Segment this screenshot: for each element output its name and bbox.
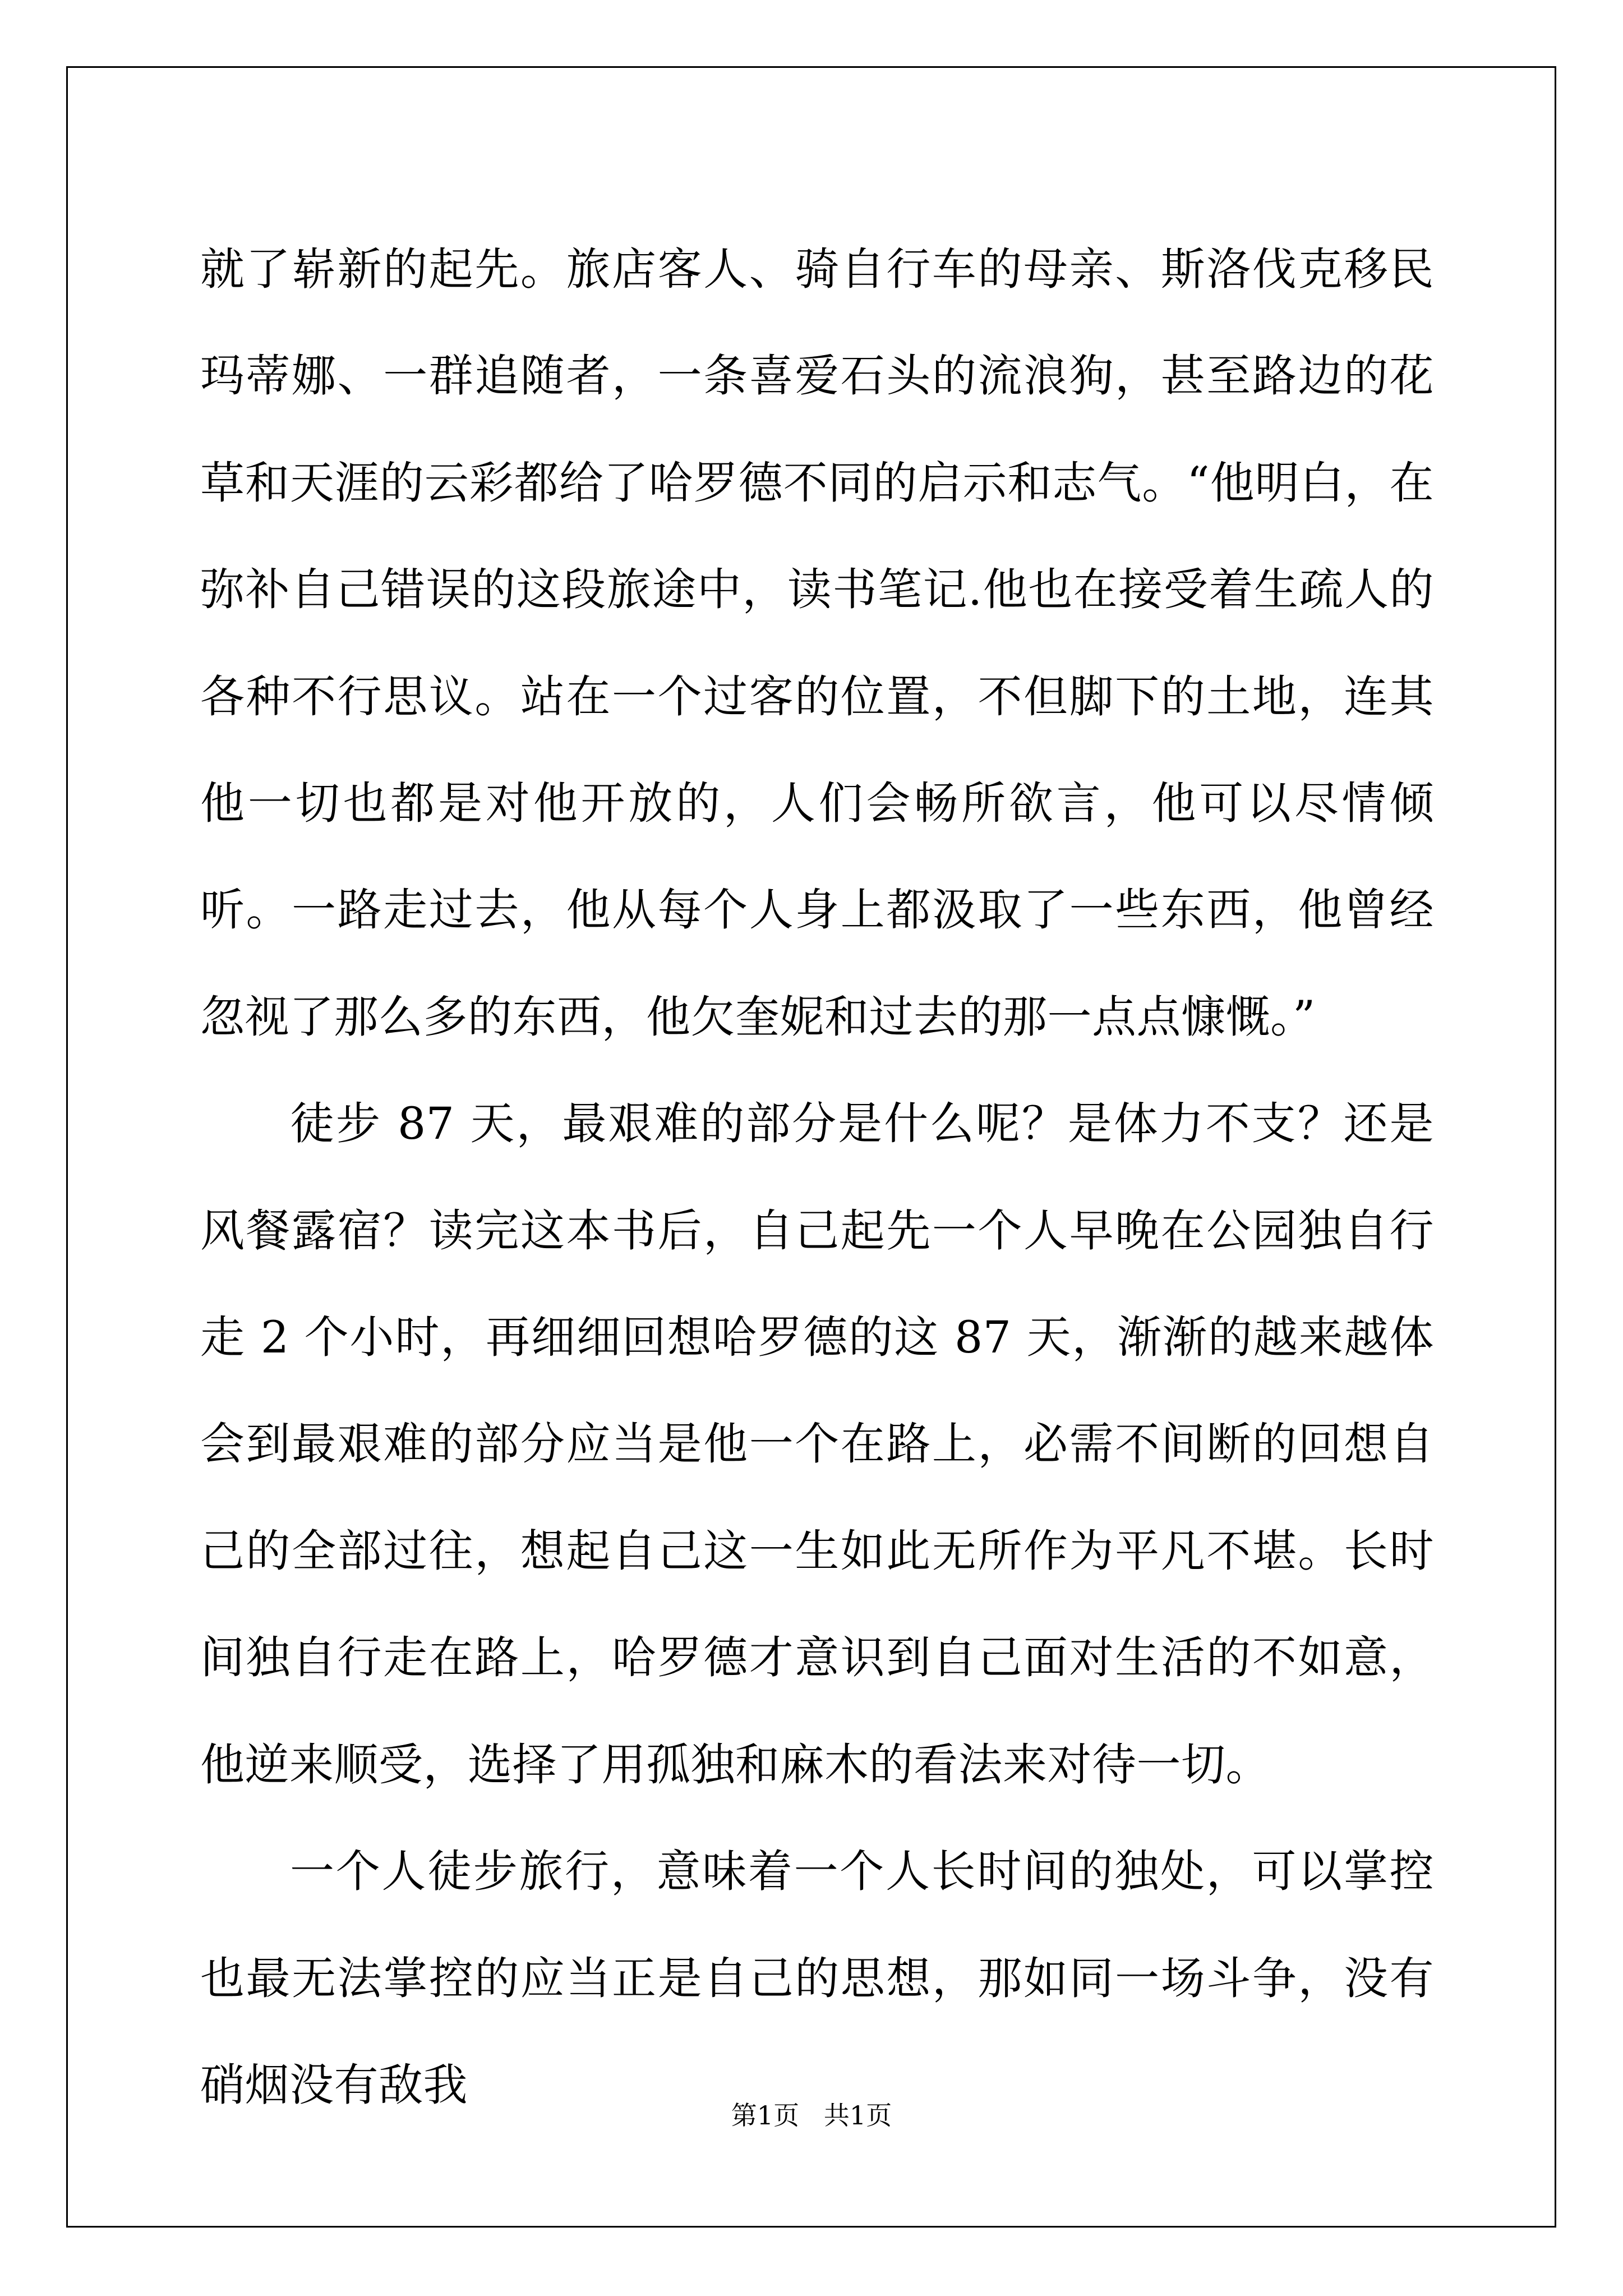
document-body [200,216,1434,2138]
page-footer: 第1页 共1页 [731,2100,892,2131]
paragraph-1: 就了崭新的起先。旅店客人、骑自行车的母亲、斯洛伐克移民玛蒂娜、一群追随者，一条喜爱石头的流浪狗，甚至路边的花草和天涯的云彩都给了哈罗德不同的启示和志气。“他明白，在弥补自己错误的这段旅途中，读书笔记.他也在接受着生疏人的各种不行思议。站在一个过客的位置，不但脚下的土地，连其他一切也都是对他开放的，人们会畅所欲言，他可以尽情倾听。一路走过去，他从每个人身上都汲取了一些东西，他曾经忽视了那么多的东西，他欠奎妮和过去的那一点点慷慨。” [200,243,1434,1043]
paragraph-2: 徒步 87 天，最艰难的部分是什么呢？是体力不支？还是风餐露宿？读完这本书后，自己起先一个人早晚在公园独自行走 2 个小时，再细细回想哈罗德的这 87 天，渐渐的越来越体会到最艰难的部分应当是他一个在路上，必需不间断的回想自己的全部过往，想起自己这一生如此无所作为平凡不堪。长时间独自行走在路上，哈罗德才意识到自己面对生活的不如意，他逆来顺受，选择了用孤独和麻木的看法来对待一切。 [200,1098,1434,1791]
paragraph-3: 一个人徒步旅行，意味着一个人长时间的独处，可以掌控也最无法掌控的应当正是自己的思想，那如同一场斗争，没有硝烟没有敌我 [200,1846,1434,2111]
